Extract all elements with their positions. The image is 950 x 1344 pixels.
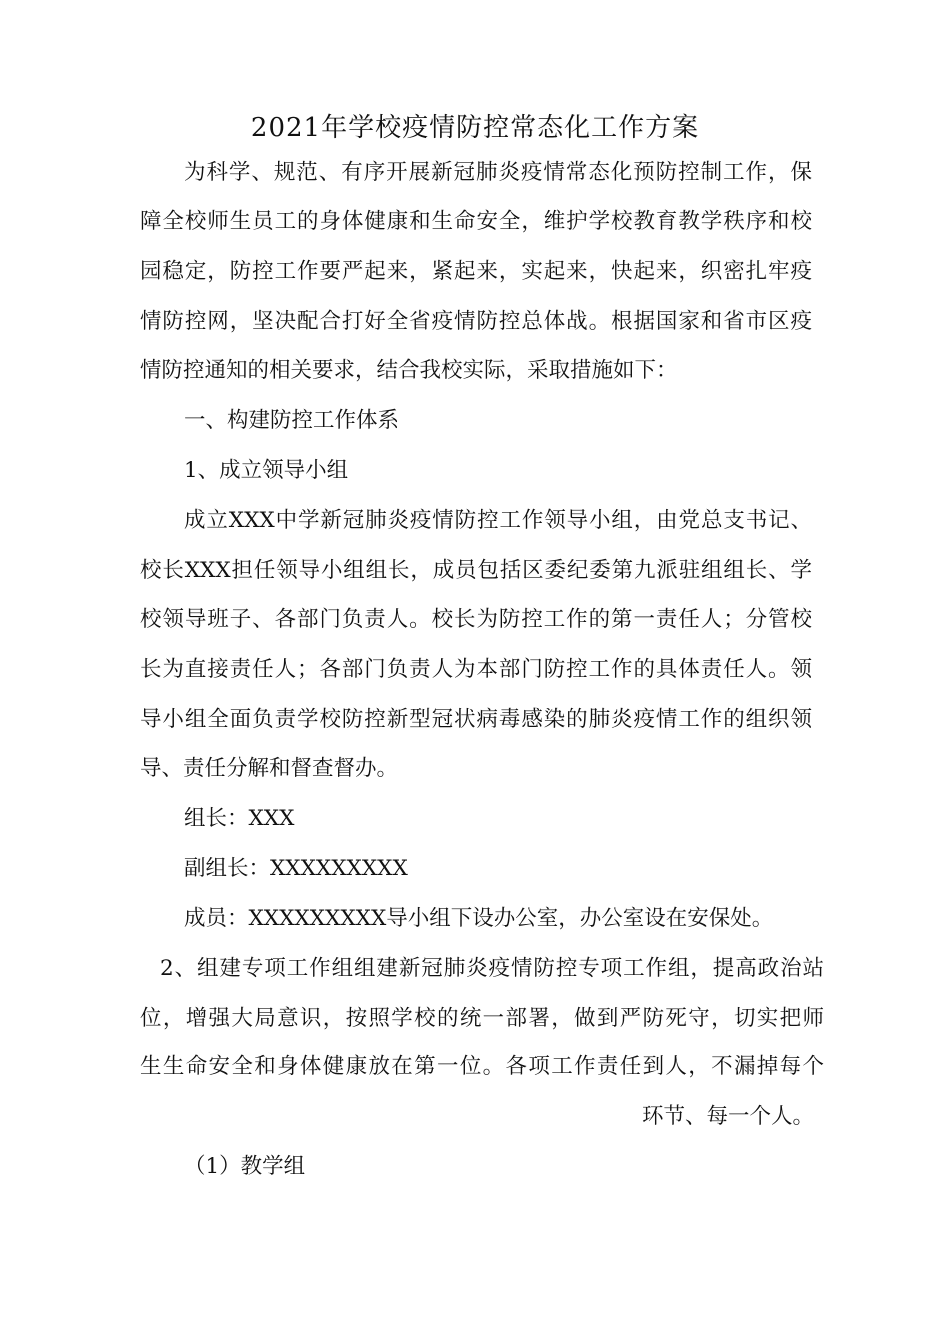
intro-line-2: 障全校师生员工的身体健康和生命安全，维护学校教育教学秩序和校	[140, 209, 812, 234]
subsection2-line-1: 2、组建专项工作组组建新冠肺炎疫情防控专项工作组，提高政治站	[160, 956, 824, 981]
intro-line-4: 情防控网，坚决配合打好全省疫情防控总体战。根据国家和省市区疫	[140, 309, 812, 334]
leadership-line-5: 导小组全面负责学校防控新型冠状病毒感染的肺炎疫情工作的组织领	[140, 707, 812, 732]
subsection-heading-1: 1、成立领导小组	[184, 458, 349, 483]
teaching-group-heading: （1）教学组	[184, 1154, 306, 1179]
members-line: 成员：XXXXXXXXX导小组下设办公室，办公室设在安保处。	[184, 906, 774, 931]
leader-line: 组长：XXX	[184, 806, 295, 831]
subsection2-line-3: 生生命安全和身体健康放在第一位。各项工作责任到人，不漏掉每个	[140, 1054, 824, 1079]
leadership-line-6: 导、责任分解和督查督办。	[140, 756, 399, 781]
section-heading-1: 一、构建防控工作体系	[184, 408, 400, 433]
intro-line-5: 情防控通知的相关要求，结合我校实际，采取措施如下：	[140, 358, 678, 383]
document-title: 2021年学校疫情防控常态化工作方案	[250, 113, 700, 143]
intro-line-3: 园稳定，防控工作要严起来，紧起来，实起来，快起来，织密扎牢疫	[140, 259, 812, 284]
subsection2-line-2: 位，增强大局意识，按照学校的统一部署，做到严防死守，切实把师	[140, 1006, 824, 1031]
intro-line-1: 为科学、规范、有序开展新冠肺炎疫情常态化预防控制工作，保	[184, 160, 812, 185]
subsection2-line-4: 环节、每一个人。	[641, 1104, 814, 1129]
deputy-leader-line: 副组长：XXXXXXXXX	[184, 856, 408, 881]
leadership-line-3: 校领导班子、各部门负责人。校长为防控工作的第一责任人；分管校	[140, 607, 812, 632]
leadership-line-2: 校长XXX担任领导小组组长，成员包括区委纪委第九派驻组组长、学	[140, 558, 812, 583]
leadership-line-4: 长为直接责任人；各部门负责人为本部门防控工作的具体责任人。领	[140, 657, 812, 682]
leadership-line-1: 成立XXX中学新冠肺炎疫情防控工作领导小组，由党总支书记、	[184, 508, 812, 533]
